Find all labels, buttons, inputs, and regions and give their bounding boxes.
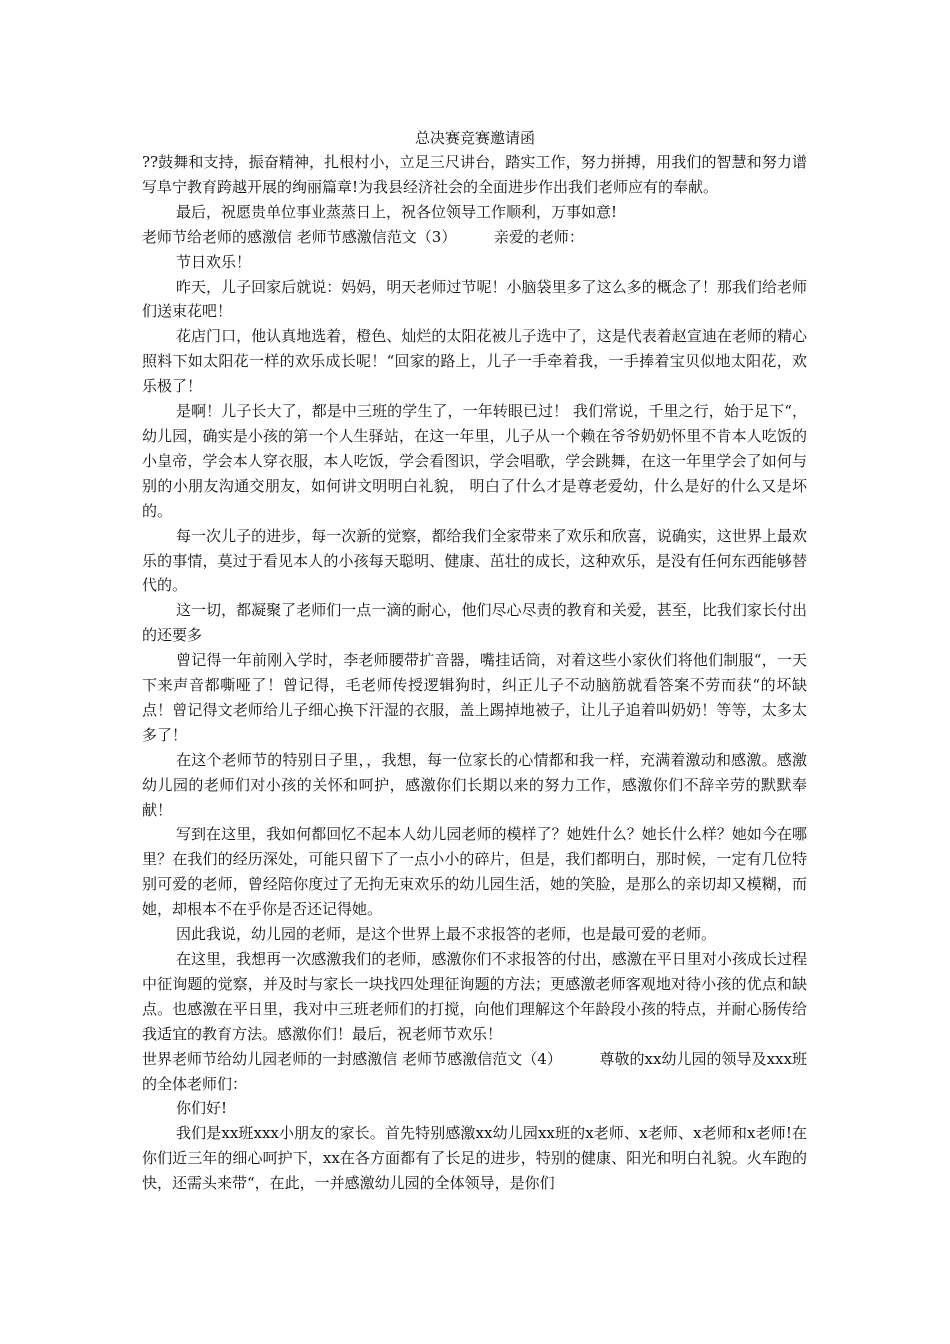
paragraph: 因此我说，幼儿园的老师，是这个世界上最不求报答的老师，也是最可爱的老师。 <box>176 925 717 944</box>
section-heading-line: 世界老师节给幼儿园老师的一封感激信 老师节感激信范文（4） 尊敬的xx幼儿园的领导及xxx班的全体老师们： <box>142 1049 807 1093</box>
paragraph: 在这里，我想再一次感激我们的老师，感激你们不求报答的付出，感激在平日里对小孩成长过程中征询题的觉察，并及时与家长一块找四处理征询题的方法；更感激老师客观地对待小孩的优点和缺点。也感激在平日里，我对中三班老师们的打搅，向他们理解这个年龄段小孩的特点，并耐心肠传给我适宜的教育方法。感激你们！最后，祝老师节欢乐！ <box>142 950 807 1043</box>
paragraph: 每一次儿子的进步，每一次新的觉察，都给我们全家带来了欢乐和欣喜，说确实，这世界上最欢乐的事情，莫过于看见本人的小孩每天聪明、健康、茁壮的成长，这种欢乐，是没有任何东西能够替代的。 <box>142 526 807 595</box>
paragraph: 我们是xx班xxx小朋友的家长。首先特别感激xx幼儿园xx班的x老师、x老师、x老师和x老师!在你们近三年的细心呵护下，xx在各方面都有了长足的进步，特别的健康、阳光和明白礼貌。火车跑的快，还需头来带“，在此，一并感激幼儿园的全体领导，是你们 <box>142 1124 807 1193</box>
paragraph: 花店门口，他认真地选着，橙色、灿烂的太阳花被儿子选中了，这是代表着赵宣迪在老师的精心照料下如太阳花一样的欢乐成长呢！“回家的路上，儿子一手牵着我，一手捧着宝贝似地太阳花，欢乐极了！ <box>142 327 807 396</box>
paragraph: 是啊！儿子长大了，都是中三班的学生了，一年转眼已过！ 我们常说，千里之行，始于足下“，幼儿园，确实是小孩的第一个人生驿站，在这一年里，儿子从一个赖在爷爷奶奶怀里不肯本人吃饭的小皇帝，学会本人穿衣服，本人吃饭，学会看图识，学会唱歌，学会跳舞，在这一年里学会了如何与别的小朋友沟通交朋友，如何讲文明明白礼貌， 明白了什么才是尊老爱幼，什么是好的什么又是坏的。 <box>142 402 807 520</box>
document-title: 总决赛竞赛邀请函 <box>414 129 535 147</box>
section-heading-line: 老师节给老师的感激信 老师节感激信范文（3） 亲爱的老师： <box>142 227 584 246</box>
paragraph: 曾记得一年前刚入学时，李老师腰带扩音器，嘴挂话筒，对着这些小家伙们将他们制服“，一天下来声音都嘶哑了！曾记得，毛老师传授逻辑狗时，纠正儿子不动脑筋就看答案不劳而获“的坏缺点！曾记得文老师给儿子细心换下汗湿的衣服，盖上踢掉地被子，让儿子追着叫奶奶！等等，太多太多了！ <box>142 651 807 744</box>
paragraph: 最后，祝愿贵单位事业蒸蒸日上，祝各位领导工作顺利，万事如意! <box>176 202 618 221</box>
paragraph: ??鼓舞和支持，振奋精神，扎根村小，立足三尺讲台，踏实工作，努力拼搏，用我们的智慧和努力谱写阜宁教育跨越开展的绚丽篇章!为我县经济社会的全面进步作出我们老师应有的奉献。 <box>142 153 807 196</box>
paragraph: 这一切，都凝聚了老师们一点一滴的耐心，他们尽心尽责的教育和关爱，甚至，比我们家长付出的还要多 <box>142 601 807 645</box>
document-body <box>142 150 807 1196</box>
paragraph: 在这个老师节的特别日子里，，我想，每一位家长的心情都和我一样，充满着激动和感激。感激幼儿园的老师们对小孩的关怀和呵护，感激你们长期以来的努力工作，感激你们不辞辛劳的默默奉献！ <box>142 750 807 819</box>
paragraph: 节日欢乐！ <box>176 252 252 271</box>
paragraph: 你们好! <box>176 1099 228 1118</box>
paragraph: 写到在这里，我如何都回忆不起本人幼儿园老师的模样了？她姓什么？她长什么样？她如今在哪里？在我们的经历深处，可能只留下了一点小小的碎片，但是，我们都明白，那时候，一定有几位特别可爱的老师，曾经陪你度过了无拘无束欢乐的幼儿园生活，她的笑脸，是那么的亲切却又模糊，而她，却根本不在乎你是否还记得她。 <box>142 825 807 919</box>
paragraph: 昨天，儿子回家后就说：妈妈，明天老师过节呢！小脑袋里多了这么多的概念了！那我们给老师们送束花吧！ <box>142 277 807 321</box>
